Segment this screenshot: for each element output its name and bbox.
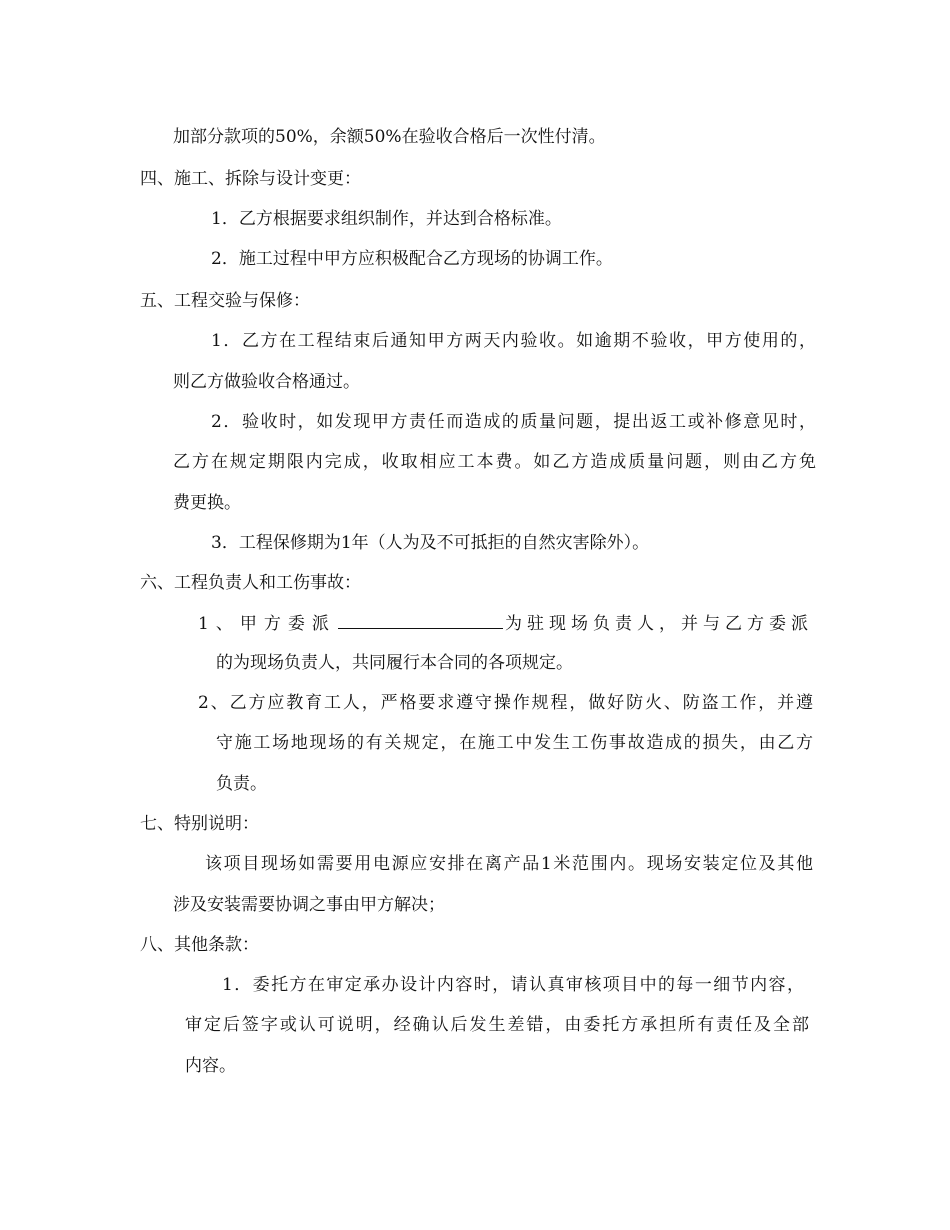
section-heading: 六、工程负责人和工伤事故： <box>140 573 361 593</box>
section-heading: 七、特别说明： <box>140 814 259 834</box>
clause-line: 费更换。 <box>173 493 241 513</box>
section-heading: 五、工程交验与保修： <box>140 291 310 311</box>
clause-line: 内容。 <box>185 1056 236 1076</box>
clause-line: 2．验收时，如发现甲方责任而造成的质量问题，提出返工或补修意见时， <box>211 412 816 432</box>
clause-line: 的为现场负责人，共同履行本合同的各项规定。 <box>216 653 573 673</box>
clause-line: 审定后签字或认可说明，经确认后发生差错，由委托方承担所有责任及全部 <box>185 1015 809 1035</box>
clause-line: 则乙方做验收合格通过。 <box>173 372 360 392</box>
clause-line: 2、乙方应教育工人，严格要求遵守操作规程，做好防火、防盗工作，并遵 <box>198 693 813 713</box>
clause-line: 乙方在规定期限内完成，收取相应工本费。如乙方造成质量问题，则由乙方免 <box>173 452 816 472</box>
clause-line: 涉及安装需要协调之事由甲方解决； <box>173 895 445 915</box>
clause-line: 1．委托方在审定承办设计内容时，请认真审核项目中的每一细节内容， <box>222 975 804 995</box>
clause-line: 1．乙方根据要求组织制作，并达到合格标准。 <box>211 209 562 229</box>
clause-line: 3．工程保修期为1年（人为及不可抵拒的自然灾害除外）。 <box>211 533 650 553</box>
clause-line: 负责。 <box>216 774 267 794</box>
clause-text: 1、甲方委派 <box>198 614 336 634</box>
paragraph-line: 加部分款项的50%，余额50%在验收合格后一次性付清。 <box>173 127 606 147</box>
signature-blank[interactable] <box>338 612 503 629</box>
section-heading: 八、其他条款： <box>140 935 259 955</box>
clause-line: 守施工场地现场的有关规定，在施工中发生工伤事故造成的损失，由乙方 <box>216 733 813 753</box>
clause-text: 为驻现场负责人，并与乙方委派 <box>505 614 813 634</box>
section-heading: 四、施工、拆除与设计变更： <box>140 169 361 189</box>
clause-line-with-blank <box>198 612 813 635</box>
clause-line: 1．乙方在工程结束后通知甲方两天内验收。如逾期不验收，甲方使用的， <box>211 331 816 351</box>
clause-line: 该项目现场如需要用电源应安排在离产品1米范围内。现场安装定位及其他 <box>205 854 813 874</box>
clause-line: 2．施工过程中甲方应积极配合乙方现场的协调工作。 <box>211 249 613 269</box>
